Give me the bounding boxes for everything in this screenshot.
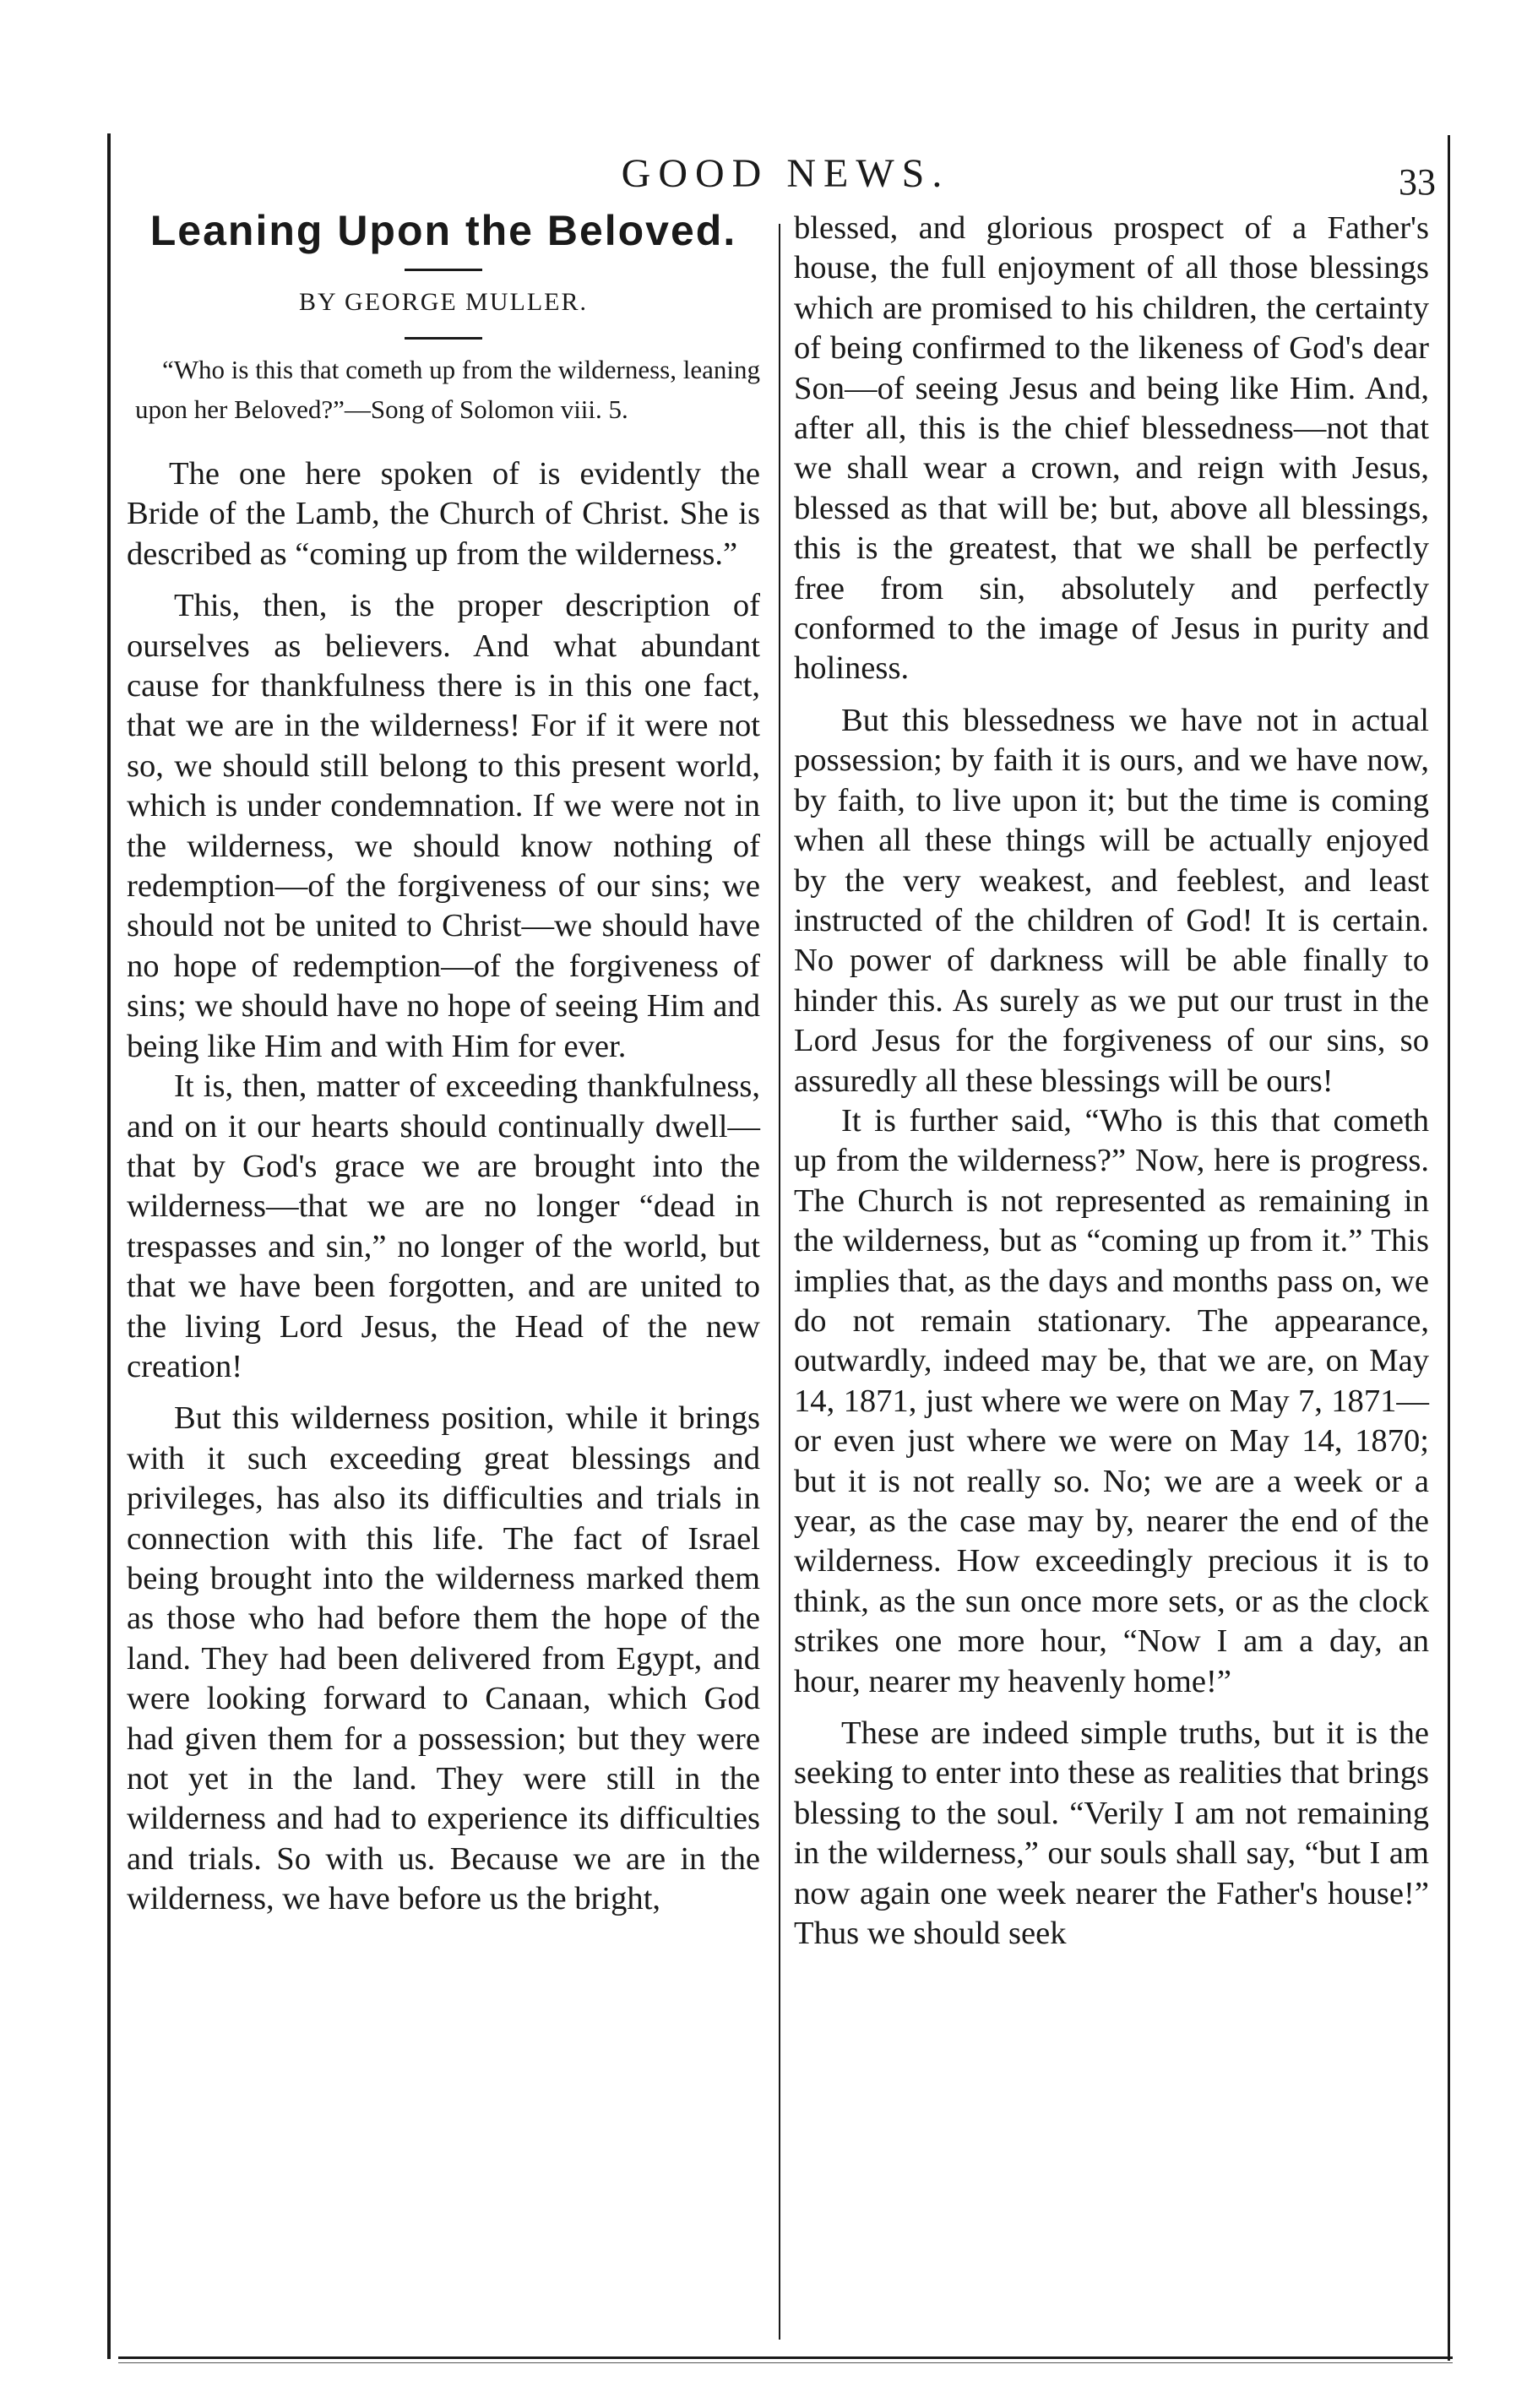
column-divider-rule [779,224,780,2340]
paragraph: But this wilderness position, while it brings with it such exceeding great blessings and privileges, has also its difficulties and trials in connection with this life. The fact of Israel being brought into the wilderness marked them as those who had before them the hope of the land. They had been delivered from Egypt, and were looking forward to Canaan, which God had given them for a possession; but they were not yet in the land. They were still in the wilderness and had to experience its difficulties and trials. So with us. Because we are in the wilderness, we have before us the bright, [127,1400,760,1917]
paragraph: blessed, and glorious prospect of a Father's house, the full enjoyment of all those blessings which are promised to his children, the certainty of being confirmed to the likeness of God's dear Son—of seeing Jesus and being like Him. And, after all, this is the chief blessedness—not that we shall wear a crown, and reign with Jesus, blessed as that will be; but, above all blessings, this is the greatest, that we shall be perfectly free from sin, absolutely and perfectly conformed to the image of Jesus in purity and holiness. [794,210,1429,687]
paragraph: But this blessedness we have not in actual possession; by faith it is ours, and we have now, by faith, to live upon it; but the time is coming when all these things will be actually enjoyed by the very weakest, and feeblest, and least instructed of the children of God! It is certain. No power of darkness will be able finally to hinder this. As surely as we put our trust in the Lord Jesus for the forgiveness of our sins, so assuredly all these blessings will be ours! [794,702,1429,1099]
title-divider [405,269,482,271]
page-number: 33 [1399,161,1436,203]
article-title: Leaning Upon the Beloved. [149,207,737,254]
paragraph: These are indeed simple truths, but it is the seeking to enter into these as realities that brings blessing to the soul. “Verily I am not remaining in the wilderness,” our souls shall say, “but I am now again one week nearer the Father's house!” Thus we should seek [794,1715,1429,1952]
running-title: GOOD NEWS. [621,151,950,196]
left-border-rule [107,133,111,2359]
article-byline: BY GEORGE MULLER. [298,288,589,316]
bottom-border-rule [118,2356,1453,2359]
paragraph: It is, then, matter of exceeding thankfulness, and on it our hearts should continually dwell—that by God's grace we are brought into the wilderness—that we are no longer “dead in trespasses and sin,” no longer of the world, but that we have been forgotten, and are united to the living Lord Jesus, the Head of the new creation! [127,1068,760,1384]
byline-divider [405,337,482,340]
left-column [127,203,760,1920]
right-border-rule [1448,135,1450,2361]
paragraph: It is further said, “Who is this that cometh up from the wilderness?” Now, here is progress. The Church is not represented as remaining in the wilderness, but as “coming up from it.” This implies that, as the days and months pass on, we do not remain stationary. The appearance, outwardly, indeed may be, that we are, on May 14, 1871, just where we were on May 7, 1871—or even just where we were on May 14, 1870; but it is not really so. No; we are a week or a year, as the case may by, nearer the end of the wilderness. How exceedingly precious it is to think, as the sun once more sets, or as the clock strikes one more hour, “Now I am a day, an hour, nearer my heavenly home!” [794,1102,1429,1699]
paragraph: The one here spoken of is evidently the Bride of the Lamb, the Church of Christ. She is described as “coming up from the wilderness.” [127,456,760,572]
bottom-border-rule-thin [118,2362,1453,2363]
right-column [794,209,1429,1954]
epigraph: “Who is this that cometh up from the wilderness, leaning upon her Beloved?”—Song of Solomon viii. 5. [135,355,760,424]
paragraph: This, then, is the proper description of ourselves as believers. And what abundant cause for thankfulness there is in this one fact, that we are in the wilderness! For if it were not so, we should still belong to this present world, which is under condemnation. If we were not in the wilderness, we should know nothing of redemption—of the forgiveness of our sins; we should not be united to Christ—we should have no hope of redemption—of the forgiveness of sins; we should have no hope of seeing Him and being like Him and with Him for ever. [127,588,760,1064]
